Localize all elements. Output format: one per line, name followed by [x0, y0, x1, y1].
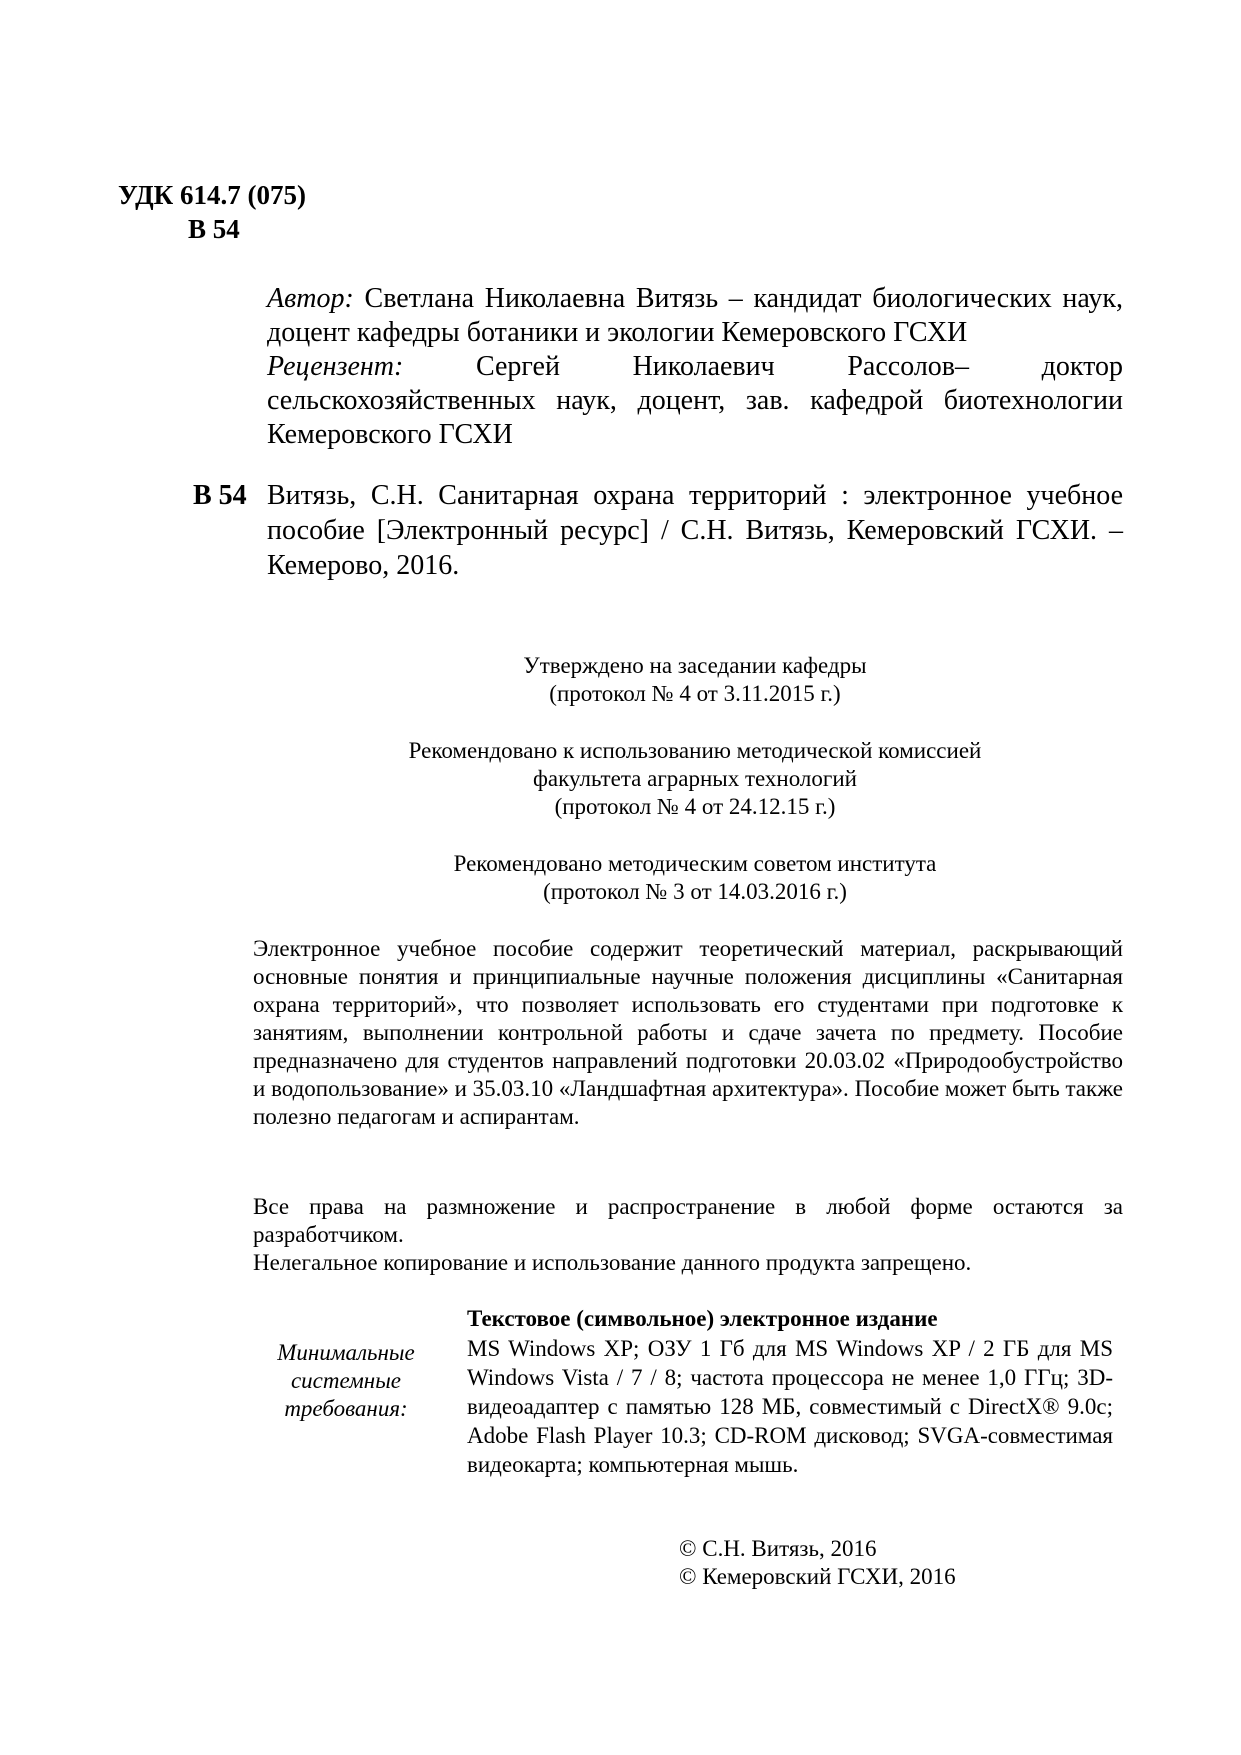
- udk-block: [118, 178, 306, 246]
- approval-line: (протокол № 4 от 24.12.15 г.): [554, 794, 836, 819]
- reviewer-text: Сергей Николаевич Рассолов– доктор сельскохозяйственных наук, доцент, зав. кафедрой биотехнологии Кемеровского ГСХИ: [267, 351, 1123, 450]
- approval-line: Рекомендовано к использованию методической комиссией: [408, 738, 982, 763]
- rights-line: Все права на размножение и распространение в любой форме остаются за разработчиком.: [253, 1194, 1123, 1247]
- approval-commission: [267, 737, 1123, 821]
- biblio-text: Витязь, С.Н. Санитарная охрана территорий : электронное учебное пособие [Электронный ресурс] / С.Н. Витязь, Кемеровский ГСХИ. – Кемерово, 2016.: [267, 480, 1123, 581]
- reviewer-label: Рецензент:: [267, 351, 404, 382]
- edition-type-title: Текстовое (символьное) электронное издание: [467, 1306, 938, 1331]
- approval-line: (протокол № 4 от 3.11.2015 г.): [549, 681, 841, 706]
- annotation-paragraph: Электронное учебное пособие содержит теоретический материал, раскрывающий основные понятия и принципиальные научные положения дисциплины «Санитарная охрана территорий», что позволяет использовать его студентами при подготовке к занятиям, выполнении контрольной работы и сдаче зачета по предмету. Пособие предназначено для студентов направлений подготовки 20.03.02 «Природообустройство и водопользование» и 35.03.10 «Ландшафтная архитектура». Пособие может быть также полезно педагогам и аспирантам.: [253, 936, 1123, 1129]
- approval-line: (протокол № 3 от 14.03.2016 г.): [543, 879, 847, 904]
- sysreq-text: MS Windows XP; ОЗУ 1 Гб для MS Windows XP / 2 ГБ для MS Windows Vista / 7 / 8; частота процессора не менее 1,0 ГГц; 3D-видеоадаптер с памятью 128 МБ, совместимый с DirectX® 9.0c; Adobe Flash Player 10.3; CD-ROM дисковод; SVGA-совместимая видеокарта; компьютерная мышь.: [467, 1336, 1113, 1477]
- rights-block: [253, 1193, 1123, 1277]
- approval-council: [267, 850, 1123, 906]
- approval-department: [267, 652, 1123, 708]
- author-paragraph: [267, 282, 1123, 350]
- bibliographic-entry: [193, 478, 1123, 583]
- authors-block: [267, 282, 1123, 452]
- author-label: Автор:: [267, 283, 354, 314]
- udk-code: УДК 614.7 (075): [118, 180, 306, 210]
- copyright-block: [679, 1535, 956, 1591]
- approval-line: Утверждено на заседании кафедры: [523, 653, 867, 678]
- biblio-code: В 54: [193, 480, 247, 511]
- sysreq-label: Минимальные системные требования:: [277, 1340, 415, 1421]
- copyright-line: © С.Н. Витязь, 2016: [679, 1536, 877, 1561]
- approvals-block: [267, 652, 1123, 906]
- approval-line: факультета аграрных технологий: [533, 766, 857, 791]
- approval-line: Рекомендовано методическим советом института: [453, 851, 937, 876]
- author-text: Светлана Николаевна Витязь – кандидат биологических наук, доцент кафедры ботаники и экологии Кемеровского ГСХИ: [267, 283, 1124, 348]
- reviewer-paragraph: [267, 350, 1123, 452]
- author-mark: В 54: [188, 214, 240, 244]
- rights-line: Нелегальное копирование и использование данного продукта запрещено.: [253, 1250, 972, 1275]
- copyright-line: © Кемеровский ГСХИ, 2016: [679, 1564, 956, 1589]
